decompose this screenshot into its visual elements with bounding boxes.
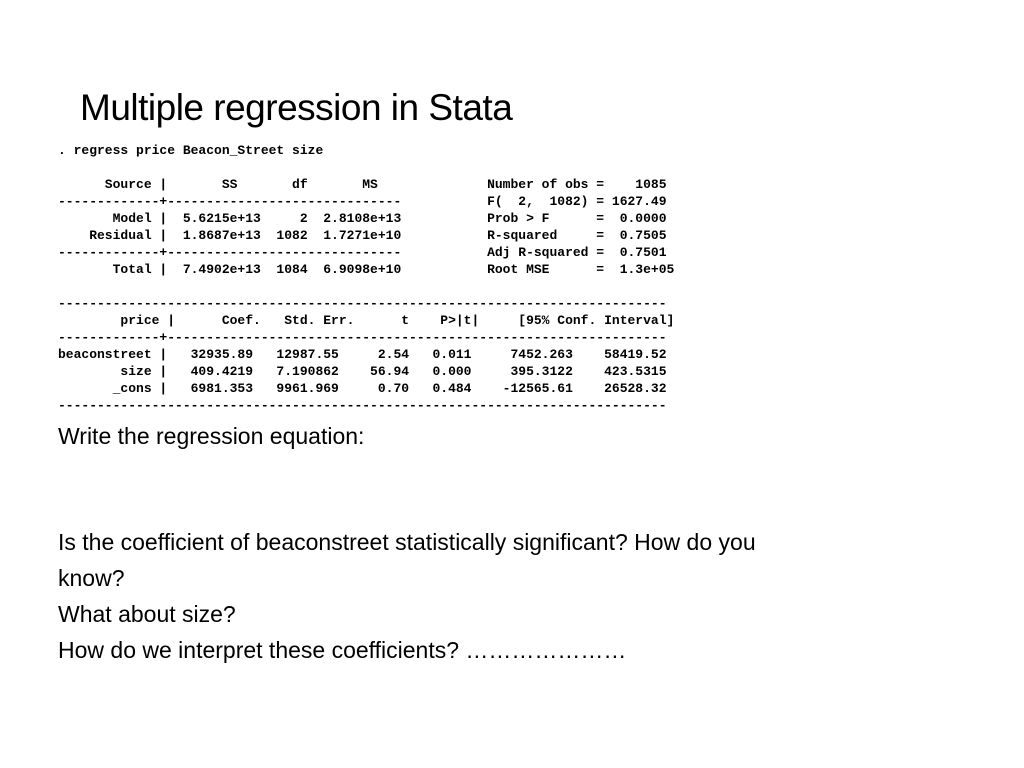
question-regression-equation: Write the regression equation:	[58, 423, 365, 449]
anova-model-row: Model | 5.6215e+13 2 2.8108e+13 Prob > F = 0.0000	[58, 211, 667, 226]
anova-header-row: Source | SS df MS Number of obs = 1085	[58, 177, 667, 192]
stata-blank-line	[58, 159, 674, 176]
anova-total-row: Total | 7.4902e+13 1084 6.9098e+10 Root MSE = 1.3e+05	[58, 262, 675, 277]
stata-blank-line	[58, 278, 674, 295]
stata-command-line: . regress price Beacon_Street size	[58, 143, 324, 158]
slide-title: Multiple regression in Stata	[80, 87, 513, 128]
coef-table-separator-row: -------------+----------------------------------------------------------------	[58, 330, 667, 345]
coef-row-size: size | 409.4219 7.190862 56.94 0.000 395.3122 423.5315	[58, 364, 667, 379]
coef-row-cons: _cons | 6981.353 9961.969 0.70 0.484 -12565.61 26528.32	[58, 381, 667, 396]
coef-table-top-rule: ------------------------------------------------------------------------------	[58, 296, 667, 311]
coef-row-beaconstreet: beaconstreet | 32935.89 12987.55 2.54 0.011 7452.263 58419.52	[58, 347, 667, 362]
question-block	[58, 524, 958, 668]
anova-residual-row: Residual | 1.8687e+13 1082 1.7271e+10 R-squared = 0.7505	[58, 228, 667, 243]
stata-regression-output	[58, 142, 674, 414]
anova-separator-row: -------------+------------------------------ F( 2, 1082) = 1627.49	[58, 194, 667, 209]
coef-table-header-row: price | Coef. Std. Err. t P>|t| [95% Conf. Interval]	[58, 313, 675, 328]
question-interpretation: How do we interpret these coefficients? …………………	[58, 637, 627, 663]
question-significance-line2: know?	[58, 565, 125, 591]
question-significance-line1: Is the coefficient of beaconstreet statistically significant? How do you	[58, 529, 756, 555]
anova-separator-row: -------------+------------------------------ Adj R-squared = 0.7501	[58, 245, 667, 260]
question-size: What about size?	[58, 601, 236, 627]
coef-table-bottom-rule: ------------------------------------------------------------------------------	[58, 398, 667, 413]
